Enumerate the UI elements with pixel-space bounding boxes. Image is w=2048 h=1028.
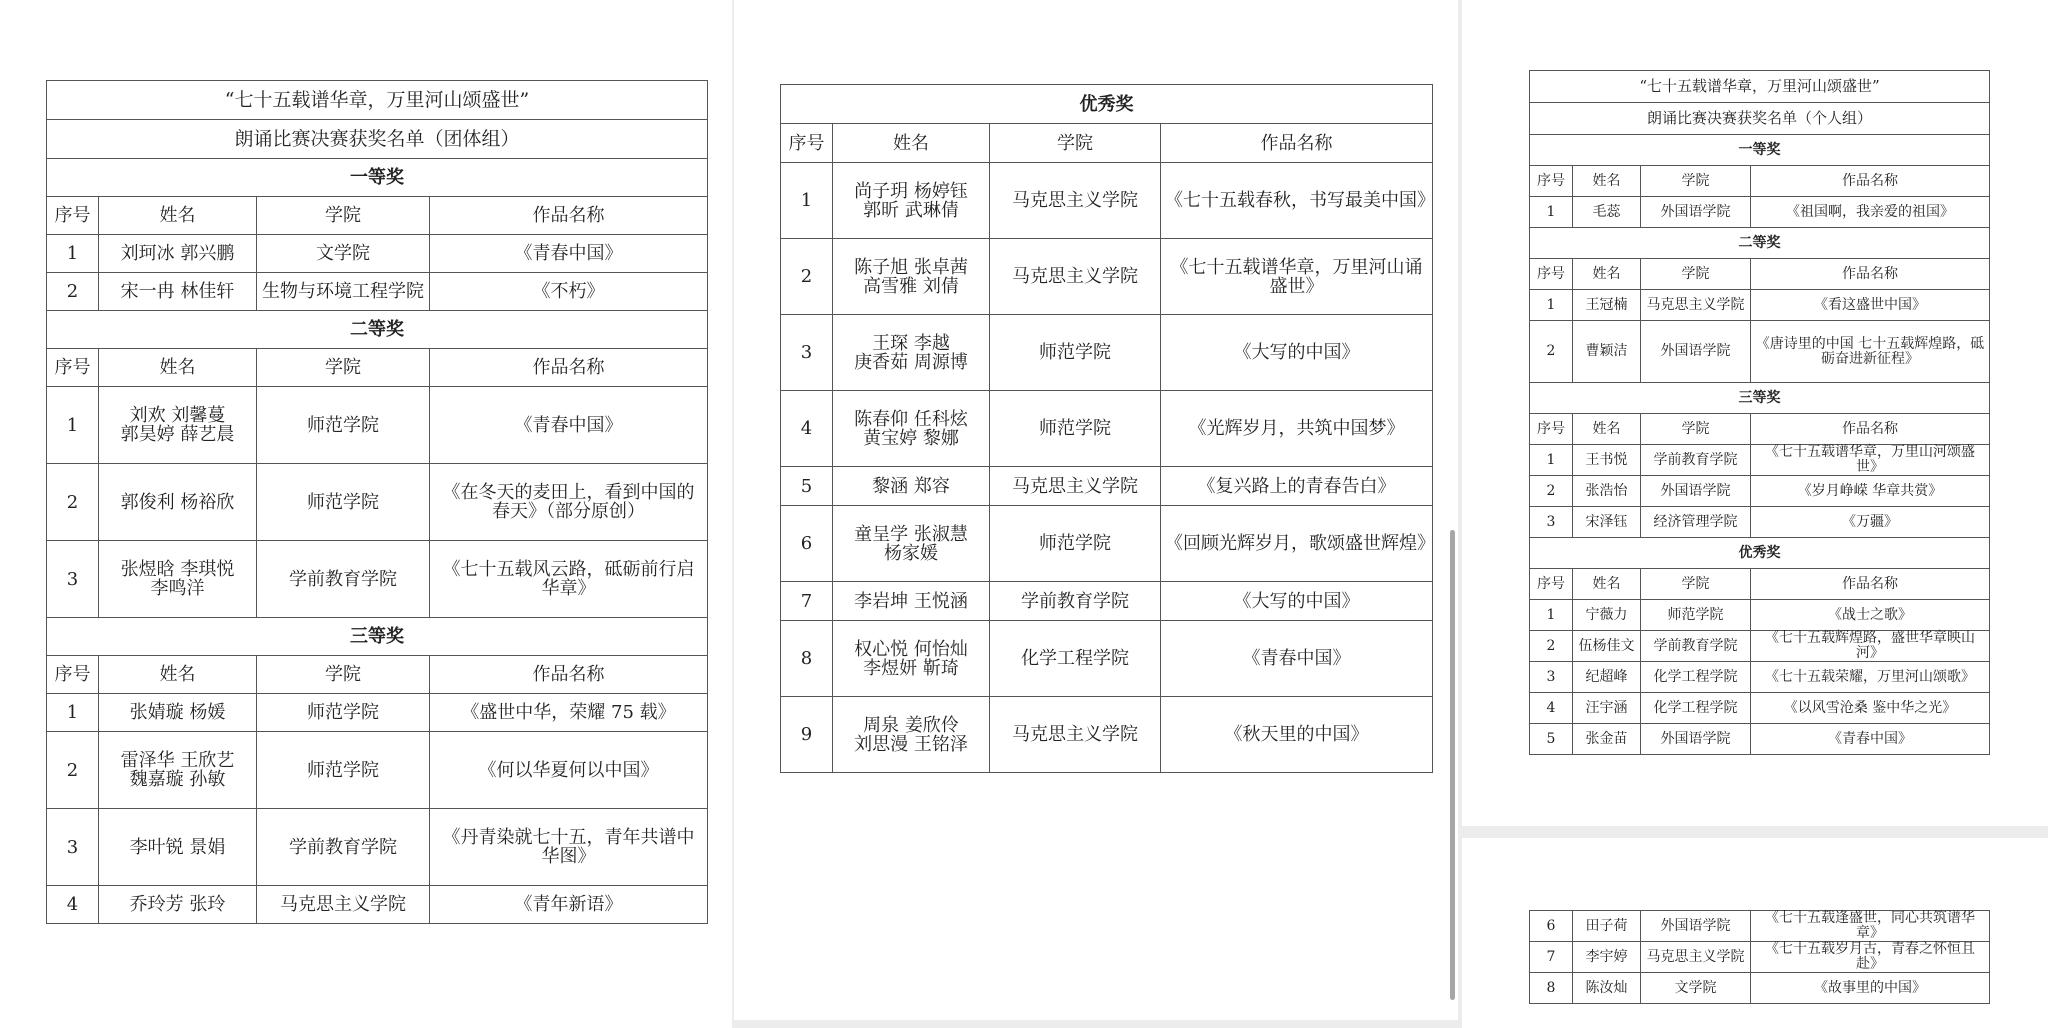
cell-no: 3 (781, 315, 833, 391)
table-row (781, 506, 1433, 582)
table-header-row (47, 656, 708, 694)
cell-work: 《不朽》 (430, 273, 708, 311)
header-name: 姓名 (1573, 259, 1641, 290)
header-no: 序号 (47, 349, 99, 387)
cell-no: 1 (47, 694, 99, 732)
table-row (1530, 290, 1990, 321)
table-row (47, 541, 708, 618)
cell-college: 学前教育学院 (1641, 631, 1751, 662)
cell-college: 师范学院 (257, 732, 430, 809)
header-work: 作品名称 (1751, 414, 1990, 445)
document-page-4 (1462, 838, 2048, 1028)
cell-work: 《青春中国》 (430, 387, 708, 464)
table-row (781, 391, 1433, 467)
cell-work: 《故事里的中国》 (1751, 973, 1990, 1004)
cell-no: 7 (1530, 942, 1573, 973)
excellent-award-table (780, 84, 1433, 773)
table-row (781, 697, 1433, 773)
cell-college: 师范学院 (257, 694, 430, 732)
cell-college: 外国语学院 (1641, 197, 1751, 228)
cell-name: 雷泽华 王欣艺 魏嘉璇 孙敏 (99, 732, 257, 809)
cell-college: 师范学院 (1641, 600, 1751, 631)
award-section-row (47, 311, 708, 349)
cell-work: 《万疆》 (1751, 507, 1990, 538)
cell-work: 《看这盛世中国》 (1751, 290, 1990, 321)
cell-no: 2 (47, 273, 99, 311)
table-subtitle: 朗诵比赛决赛获奖名单（个人组） (1530, 103, 1990, 135)
cell-name: 刘欢 刘馨蔓 郭昊婷 薛艺晨 (99, 387, 257, 464)
table-subtitle: 朗诵比赛决赛获奖名单（团体组） (47, 120, 708, 159)
award-section-row (1530, 135, 1990, 166)
cell-work: 《七十五载春秋，书写最美中国》 (1161, 163, 1433, 239)
header-name: 姓名 (1573, 166, 1641, 197)
table-row (47, 809, 708, 886)
table-title-row (1530, 71, 1990, 103)
cell-college: 马克思主义学院 (1641, 290, 1751, 321)
header-no: 序号 (1530, 414, 1573, 445)
table-row (47, 732, 708, 809)
table-header-row (1530, 414, 1990, 445)
cell-work: 《大写的中国》 (1161, 315, 1433, 391)
award-section-title: 优秀奖 (1530, 538, 1990, 569)
table-row (1530, 600, 1990, 631)
cell-college: 马克思主义学院 (990, 239, 1161, 315)
cell-name: 李叶锐 景娟 (99, 809, 257, 886)
header-no: 序号 (47, 656, 99, 694)
cell-no: 1 (1530, 197, 1573, 228)
cell-name: 张浩怡 (1573, 476, 1641, 507)
table-row (47, 387, 708, 464)
table-header-row (47, 349, 708, 387)
cell-college: 学前教育学院 (990, 582, 1161, 621)
cell-work: 《祖国啊，我亲爱的祖国》 (1751, 197, 1990, 228)
cell-work: 《何以华夏何以中国》 (430, 732, 708, 809)
award-section-row (781, 85, 1433, 124)
table-header-row (1530, 259, 1990, 290)
cell-college: 马克思主义学院 (1641, 942, 1751, 973)
cell-work: 《七十五载谱华章，万里河山诵盛世》 (1161, 239, 1433, 315)
cell-no: 5 (781, 467, 833, 506)
cell-work: 《秋天里的中国》 (1161, 697, 1433, 773)
header-college: 学院 (257, 656, 430, 694)
header-work: 作品名称 (430, 197, 708, 235)
cell-name: 乔玲芳 张玲 (99, 886, 257, 924)
table-row (47, 694, 708, 732)
award-section-title: 三等奖 (1530, 383, 1990, 414)
cell-work: 《七十五载岁月古，青春之怀恒且赴》 (1751, 942, 1990, 973)
cell-no: 3 (1530, 507, 1573, 538)
cell-work: 《丹青染就七十五，青年共谱中华图》 (430, 809, 708, 886)
table-row (781, 467, 1433, 506)
table-row (1530, 445, 1990, 476)
table-subtitle-row (1530, 103, 1990, 135)
cell-college: 马克思主义学院 (990, 163, 1161, 239)
cell-no: 5 (1530, 724, 1573, 755)
table-row (1530, 321, 1990, 383)
cell-name: 张婧璇 杨媛 (99, 694, 257, 732)
header-no: 序号 (1530, 259, 1573, 290)
cell-name: 张煜晗 李琪悦 李鸣洋 (99, 541, 257, 618)
table-subtitle-row (47, 120, 708, 159)
table-header-row (781, 124, 1433, 163)
cell-no: 6 (1530, 911, 1573, 942)
header-college: 学院 (1641, 166, 1751, 197)
document-page-1 (0, 0, 732, 1028)
cell-name: 尚子玥 杨婷钰 郭昕 武琳倩 (833, 163, 990, 239)
cell-no: 4 (1530, 693, 1573, 724)
header-work: 作品名称 (1751, 569, 1990, 600)
cell-name: 周泉 姜欣伶 刘思漫 王铭泽 (833, 697, 990, 773)
table-row (1530, 197, 1990, 228)
header-no: 序号 (1530, 569, 1573, 600)
cell-work: 《七十五载荣耀，万里河山颂歌》 (1751, 662, 1990, 693)
cell-work: 《七十五载辉煌路，盛世华章映山河》 (1751, 631, 1990, 662)
table-row (781, 315, 1433, 391)
cell-college: 师范学院 (257, 464, 430, 541)
header-college: 学院 (1641, 414, 1751, 445)
cell-college: 师范学院 (990, 506, 1161, 582)
cell-work: 《七十五载风云路，砥砺前行启华章》 (430, 541, 708, 618)
table-row (1530, 911, 1990, 942)
header-name: 姓名 (99, 349, 257, 387)
cell-work: 《青年新语》 (430, 886, 708, 924)
table-row (1530, 724, 1990, 755)
table-header-row (47, 197, 708, 235)
cell-no: 6 (781, 506, 833, 582)
cell-no: 1 (1530, 600, 1573, 631)
header-no: 序号 (47, 197, 99, 235)
cell-work: 《盛世中华，荣耀 75 载》 (430, 694, 708, 732)
table-row (1530, 662, 1990, 693)
table-row (781, 163, 1433, 239)
cell-college: 马克思主义学院 (990, 467, 1161, 506)
cell-name: 田子荷 (1573, 911, 1641, 942)
cell-work: 《战士之歌》 (1751, 600, 1990, 631)
award-section-title: 一等奖 (1530, 135, 1990, 166)
cell-college: 外国语学院 (1641, 724, 1751, 755)
table-row (47, 464, 708, 541)
table-row (47, 886, 708, 924)
cell-no: 9 (781, 697, 833, 773)
cell-college: 文学院 (257, 235, 430, 273)
cell-name: 王琛 李越 庚香茹 周源博 (833, 315, 990, 391)
cell-work: 《以风雪沧桑 鉴中华之光》 (1751, 693, 1990, 724)
cell-work: 《回顾光辉岁月，歌颂盛世辉煌》 (1161, 506, 1433, 582)
cell-no: 1 (1530, 445, 1573, 476)
table-row (1530, 631, 1990, 662)
cell-work: 《在冬天的麦田上，看到中国的春天》（部分原创） (430, 464, 708, 541)
cell-no: 2 (1530, 476, 1573, 507)
cell-college: 化学工程学院 (990, 621, 1161, 697)
cell-college: 生物与环境工程学院 (257, 273, 430, 311)
individual-award-table (1529, 70, 1990, 755)
cell-college: 师范学院 (257, 387, 430, 464)
cell-no: 1 (47, 235, 99, 273)
table-header-row (1530, 569, 1990, 600)
cell-no: 3 (47, 541, 99, 618)
cell-name: 宋泽钰 (1573, 507, 1641, 538)
cell-name: 权心悦 何怡灿 李煜妍 靳琦 (833, 621, 990, 697)
header-name: 姓名 (833, 124, 990, 163)
cell-college: 文学院 (1641, 973, 1751, 1004)
table-title: “七十五载谱华章，万里河山颂盛世” (1530, 71, 1990, 103)
cell-college: 化学工程学院 (1641, 662, 1751, 693)
cell-work: 《七十五载谱华章，万里山河颂盛世》 (1751, 445, 1990, 476)
cell-no: 8 (781, 621, 833, 697)
cell-no: 3 (1530, 662, 1573, 693)
table-row (47, 273, 708, 311)
cell-college: 师范学院 (990, 315, 1161, 391)
cell-college: 师范学院 (990, 391, 1161, 467)
award-section-row (1530, 538, 1990, 569)
document-page-2 (734, 0, 1458, 1020)
table-row (1530, 693, 1990, 724)
cell-name: 童呈学 张淑慧 杨家媛 (833, 506, 990, 582)
cell-name: 李宇婷 (1573, 942, 1641, 973)
award-section-title: 优秀奖 (781, 85, 1433, 124)
cell-college: 外国语学院 (1641, 476, 1751, 507)
header-college: 学院 (1641, 259, 1751, 290)
cell-no: 4 (781, 391, 833, 467)
cell-name: 宋一冉 林佳轩 (99, 273, 257, 311)
vertical-scrollbar[interactable] (1450, 530, 1455, 1000)
cell-no: 2 (1530, 321, 1573, 383)
header-name: 姓名 (99, 197, 257, 235)
award-section-title: 二等奖 (1530, 228, 1990, 259)
cell-name: 汪宇涵 (1573, 693, 1641, 724)
award-section-title: 三等奖 (47, 618, 708, 656)
cell-work: 《光辉岁月，共筑中国梦》 (1161, 391, 1433, 467)
award-section-row (47, 159, 708, 197)
cell-no: 2 (1530, 631, 1573, 662)
cell-name: 郭俊利 杨裕欣 (99, 464, 257, 541)
cell-no: 1 (781, 163, 833, 239)
cell-name: 李岩坤 王悦涵 (833, 582, 990, 621)
table-row (1530, 942, 1990, 973)
award-section-title: 二等奖 (47, 311, 708, 349)
header-name: 姓名 (99, 656, 257, 694)
cell-name: 毛蕊 (1573, 197, 1641, 228)
cell-no: 1 (1530, 290, 1573, 321)
header-no: 序号 (1530, 166, 1573, 197)
cell-college: 化学工程学院 (1641, 693, 1751, 724)
table-title-row (47, 81, 708, 120)
cell-no: 2 (781, 239, 833, 315)
document-page-3 (1462, 0, 2048, 826)
cell-college: 经济管理学院 (1641, 507, 1751, 538)
award-section-title: 一等奖 (47, 159, 708, 197)
cell-name: 陈汝灿 (1573, 973, 1641, 1004)
cell-name: 王冠楠 (1573, 290, 1641, 321)
cell-no: 1 (47, 387, 99, 464)
header-work: 作品名称 (430, 656, 708, 694)
table-row (781, 582, 1433, 621)
cell-work: 《青春中国》 (430, 235, 708, 273)
cell-no: 4 (47, 886, 99, 924)
cell-college: 学前教育学院 (1641, 445, 1751, 476)
cell-work: 《青春中国》 (1161, 621, 1433, 697)
cell-name: 黎涵 郑容 (833, 467, 990, 506)
cell-name: 陈子旭 张卓茜 高雪雅 刘倩 (833, 239, 990, 315)
header-name: 姓名 (1573, 569, 1641, 600)
individual-award-table-continued (1529, 910, 1990, 1004)
cell-work: 《青春中国》 (1751, 724, 1990, 755)
cell-no: 8 (1530, 973, 1573, 1004)
cell-name: 张金苗 (1573, 724, 1641, 755)
cell-college: 马克思主义学院 (990, 697, 1161, 773)
header-name: 姓名 (1573, 414, 1641, 445)
header-work: 作品名称 (1751, 166, 1990, 197)
award-section-row (47, 618, 708, 656)
table-row (781, 239, 1433, 315)
header-work: 作品名称 (430, 349, 708, 387)
header-work: 作品名称 (1161, 124, 1433, 163)
cell-no: 2 (47, 732, 99, 809)
cell-college: 学前教育学院 (257, 809, 430, 886)
table-title: “七十五载谱华章，万里河山颂盛世” (47, 81, 708, 120)
cell-name: 伍杨佳文 (1573, 631, 1641, 662)
header-college: 学院 (257, 349, 430, 387)
cell-name: 曹颖洁 (1573, 321, 1641, 383)
team-award-table (46, 80, 708, 924)
cell-work: 《七十五载逢盛世，同心共筑谱华章》 (1751, 911, 1990, 942)
table-row (1530, 476, 1990, 507)
header-no: 序号 (781, 124, 833, 163)
table-header-row (1530, 166, 1990, 197)
table-row (1530, 507, 1990, 538)
cell-college: 学前教育学院 (257, 541, 430, 618)
header-college: 学院 (257, 197, 430, 235)
header-college: 学院 (1641, 569, 1751, 600)
table-row (1530, 973, 1990, 1004)
cell-no: 3 (47, 809, 99, 886)
table-row (781, 621, 1433, 697)
cell-no: 2 (47, 464, 99, 541)
cell-name: 陈春仰 任科炫 黄宝婷 黎娜 (833, 391, 990, 467)
cell-work: 《大写的中国》 (1161, 582, 1433, 621)
award-section-row (1530, 383, 1990, 414)
award-section-row (1530, 228, 1990, 259)
cell-work: 《岁月峥嵘 华章共赏》 (1751, 476, 1990, 507)
cell-work: 《复兴路上的青春告白》 (1161, 467, 1433, 506)
cell-college: 外国语学院 (1641, 321, 1751, 383)
cell-name: 宁薇力 (1573, 600, 1641, 631)
header-work: 作品名称 (1751, 259, 1990, 290)
header-college: 学院 (990, 124, 1161, 163)
cell-work: 《唐诗里的中国 七十五载辉煌路，砥砺奋进新征程》 (1751, 321, 1990, 383)
cell-name: 王书悦 (1573, 445, 1641, 476)
table-row (47, 235, 708, 273)
cell-no: 7 (781, 582, 833, 621)
cell-name: 纪超峰 (1573, 662, 1641, 693)
cell-college: 外国语学院 (1641, 911, 1751, 942)
cell-college: 马克思主义学院 (257, 886, 430, 924)
cell-name: 刘珂冰 郭兴鹏 (99, 235, 257, 273)
